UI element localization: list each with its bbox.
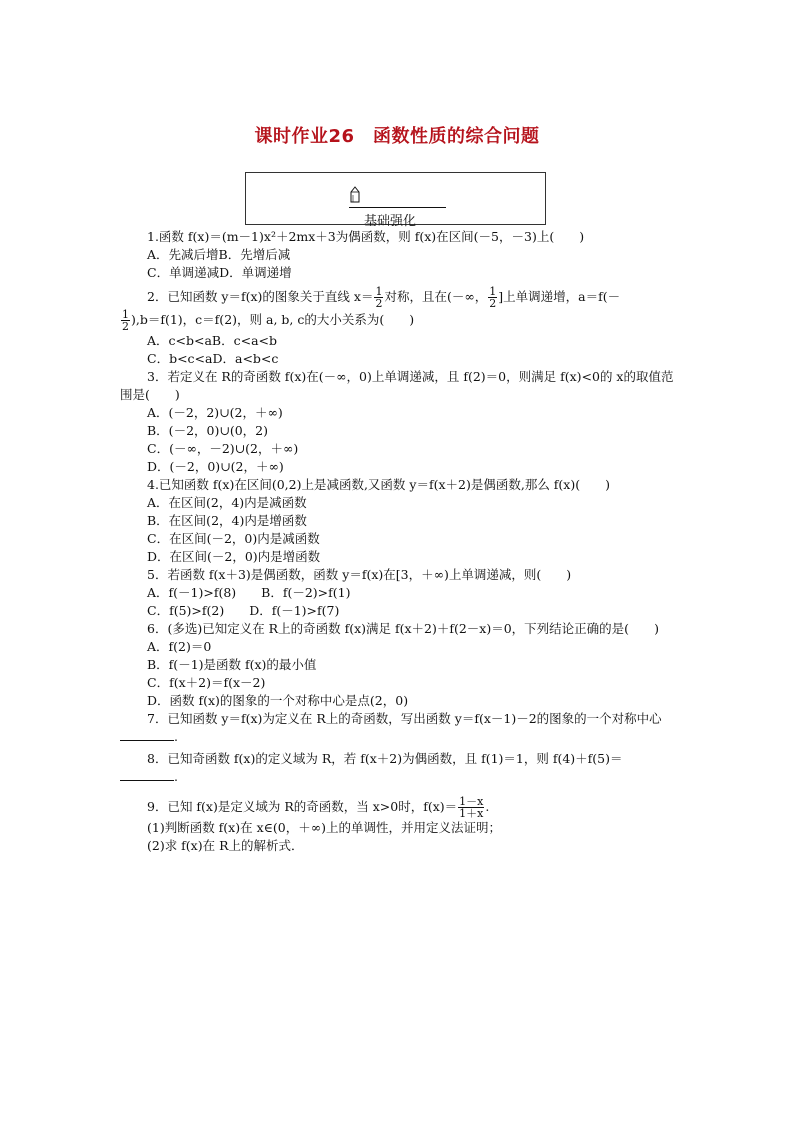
- q6-option-b: B．f(－1)是函数 f(x)的最小值: [147, 657, 317, 672]
- q6-option-c: C．f(x＋2)＝f(x－2): [147, 675, 266, 690]
- question-6: 6．(多选)已知定义在 R上的奇函数 f(x)满足 f(x＋2)＋f(2－x)＝0，下列结论正确的是( ): [147, 621, 659, 636]
- question-8: [120, 750, 676, 768]
- q6-option-a: A．f(2)＝0: [147, 639, 212, 654]
- question-7: [120, 710, 676, 746]
- pencil-icon: [348, 186, 362, 204]
- q3-option-d: D．(－2，0)∪(2，＋∞): [147, 459, 284, 474]
- q8-answer-line: [120, 768, 676, 786]
- q8-stem: 8．已知奇函数 f(x)的定义域为 R，若 f(x＋2)为偶函数，且 f(1)＝1，则 f(4)＋f(5)＝: [147, 751, 623, 766]
- fraction-numerator: 1: [375, 285, 383, 298]
- q2-options-ab: A．c<b<aB．c<a<b: [147, 333, 278, 348]
- question-5: 5．若函数 f(x＋3)是偶函数，函数 y＝f(x)在[3，＋∞)上单调递减，则( ): [147, 567, 572, 582]
- q2-stem-part4: ),b＝f(1)，c＝f(2)，则 a, b, c的大小关系为( ): [131, 312, 415, 327]
- q9-fraction: [458, 796, 484, 819]
- question-1: 1.函数 f(x)＝(m－1)x²＋2mx＋3为偶函数，则 f(x)在区间(－5，－3)上( ): [147, 229, 585, 244]
- q2-options-cd: C．b<c<aD．a<b<c: [147, 351, 279, 366]
- q2-continuation: [120, 309, 676, 332]
- q6-option-d: D．函数 f(x)的图象的一个对称中心是点(2，0): [147, 693, 409, 708]
- q9-end: .: [485, 799, 490, 814]
- section-banner: [245, 172, 546, 229]
- q2-fraction-3: [121, 309, 130, 332]
- q3-option-b: B．(－2，0)∪(0，2): [147, 423, 268, 438]
- fraction-numerator: 1: [489, 285, 497, 298]
- page-title: 课时作业26 函数性质的综合问题: [254, 126, 540, 147]
- q2-stem-part2: 对称，且在(－∞，: [384, 289, 488, 304]
- q3-option-c: C．(－∞，－2)∪(2，＋∞): [147, 441, 299, 456]
- q4-option-b: B．在区间(2，4)内是增函数: [147, 513, 307, 528]
- fraction-denominator: 1＋x: [459, 807, 484, 820]
- banner-rule: [349, 207, 446, 208]
- fraction-denominator: 2: [122, 320, 129, 333]
- question-4: 4.已知函数 f(x)在区间(0,2)上是减函数,又函数 y＝f(x＋2)是偶函数,那么 f(x)( ): [147, 477, 610, 492]
- section-label: 基础强化: [364, 214, 417, 229]
- q5-options-ab: A．f(－1)>f(8) B．f(－2)>f(1): [147, 585, 351, 600]
- q4-option-c: C．在区间(－2，0)内是减函数: [147, 531, 320, 546]
- q5-options-cd: C．f(5)>f(2) D．f(－1)>f(7): [147, 603, 340, 618]
- q4-option-d: D．在区间(－2，0)内是增函数: [147, 549, 321, 564]
- q2-stem-part3: ]上单调递增，a＝f(－: [498, 289, 621, 304]
- q1-options-ab: A．先减后增B．先增后减: [147, 247, 291, 262]
- q9-stem: 9．已知 f(x)是定义域为 R的奇函数，当 x>0时，f(x)＝: [147, 799, 458, 814]
- fraction-numerator: 1: [122, 308, 129, 321]
- q9-subquestion-2: (2)求 f(x)在 R上的解析式．: [147, 838, 304, 853]
- question-list: [120, 228, 676, 855]
- q2-fraction-1: [374, 286, 383, 309]
- fraction-denominator: 2: [489, 297, 497, 310]
- q1-options-cd: C．单调递减D．单调递增: [147, 265, 292, 280]
- answer-blank[interactable]: [120, 728, 174, 741]
- answer-blank[interactable]: [120, 768, 174, 781]
- question-9: [120, 796, 676, 819]
- q2-stem-part1: 2．已知函数 y＝f(x)的图象关于直线 x＝: [147, 289, 374, 304]
- q7-stem: 7．已知函数 y＝f(x)为定义在 R上的奇函数，写出函数 y＝f(x－1)－2的图象的一个对称中心: [147, 711, 662, 726]
- q7-end: .: [174, 729, 178, 744]
- q4-option-a: A．在区间(2，4)内是减函数: [147, 495, 307, 510]
- fraction-denominator: 2: [375, 297, 383, 310]
- question-3: 3．若定义在 R的奇函数 f(x)在(－∞，0)上单调递减，且 f(2)＝0，则满足 f(x)<0的 x的取值范围是( ): [120, 369, 674, 402]
- q8-end: .: [174, 769, 178, 784]
- q2-fraction-2: [488, 286, 497, 309]
- q9-subquestion-1: (1)判断函数 f(x)在 x∈(0，＋∞)上的单调性，并用定义法证明；: [147, 820, 502, 835]
- question-2: [120, 286, 676, 309]
- fraction-numerator: 1－x: [459, 795, 484, 808]
- q3-option-a: A．(－2，2)∪(2，＋∞): [147, 405, 283, 420]
